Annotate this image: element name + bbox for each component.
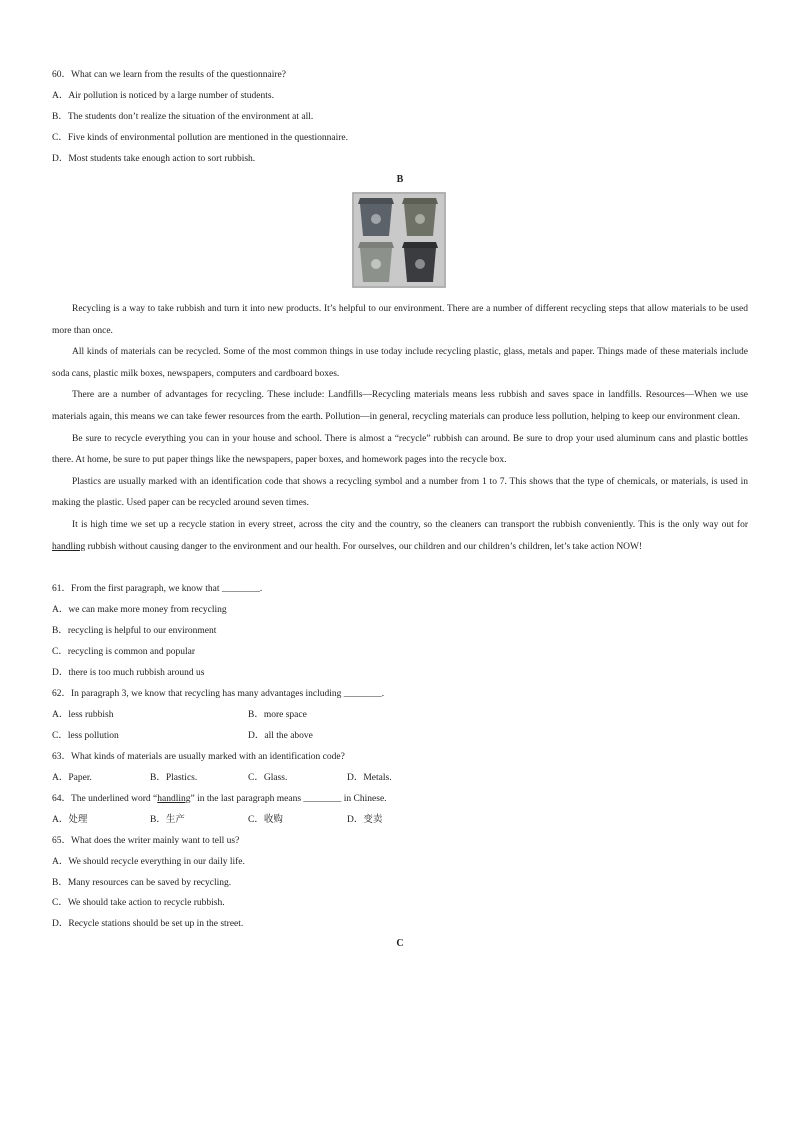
q63-options-row xyxy=(0,772,800,784)
q65-option-a: A．We should recycle everything in our daily life. xyxy=(52,857,245,867)
q65-option-b: B．Many resources can be saved by recycling. xyxy=(52,878,232,888)
passage-b-paragraph-6 xyxy=(52,515,748,558)
q63-option-d: D．Metals. xyxy=(347,773,392,783)
q63-option-b: B．Plastics. xyxy=(150,773,198,783)
q65-option-c: C．We should take action to recycle rubbish. xyxy=(52,898,225,908)
q60-option-b: B．The students don’t realize the situation of the environment at all. xyxy=(52,112,314,122)
q64-underlined-word: handling xyxy=(157,794,191,804)
passage-b xyxy=(52,299,748,558)
q64-option-a: A．处理 xyxy=(52,815,88,825)
recycle-bin-4 xyxy=(402,242,438,282)
q62-option-c: C．less pollution xyxy=(52,731,119,741)
q64-option-b: B．生产 xyxy=(150,815,185,825)
underlined-word-handling: handling xyxy=(52,541,86,552)
passage-b-paragraph-3: There are a number of advantages for recycling. These include: Landfills—Recycling materials means less rubbish and saves space in landfills. Resources—When we use materials again, this means we can take fewer resources from the earth. Pollution—in general, recycling materials can produce less pollution, helping to keep our environment clean. xyxy=(52,390,748,422)
q60-option-d: D．Most students take enough action to sort rubbish. xyxy=(52,154,256,164)
q61-stem: 61．From the first paragraph, we know that ________. xyxy=(52,584,263,594)
q63-option-a: A．Paper. xyxy=(52,773,92,783)
q64-option-d: D．变卖 xyxy=(347,815,383,825)
q64-options-row xyxy=(0,814,800,826)
recycle-bin-2 xyxy=(402,198,438,236)
q62-option-d: D．all the above xyxy=(248,731,313,741)
q65-option-d: D．Recycle stations should be set up in the street. xyxy=(52,919,244,929)
passage-b-paragraph-6-text-2: rubbish without causing danger to the environment and our health. For ourselves, our children and our children’s children, let’s take action NOW! xyxy=(85,541,643,552)
q61-option-c: C．recycling is common and popular xyxy=(52,647,195,657)
q63-option-c: C．Glass. xyxy=(248,773,288,783)
q62-options-row-2 xyxy=(0,730,800,742)
section-b-label: B xyxy=(396,174,404,185)
q60-option-a: A．Air pollution is noticed by a large number of students. xyxy=(52,91,274,101)
q61-option-b: B．recycling is helpful to our environment xyxy=(52,626,217,636)
q65-stem: 65．What does the writer mainly want to tell us? xyxy=(52,836,240,846)
q60-option-c: C．Five kinds of environmental pollution are mentioned in the questionnaire. xyxy=(52,133,349,143)
q62-options-row-1 xyxy=(0,709,800,721)
q61-option-a: A．we can make more money from recycling xyxy=(52,605,227,615)
q62-option-a: A．less rubbish xyxy=(52,710,114,720)
q63-stem: 63．What kinds of materials are usually marked with an identification code? xyxy=(52,752,345,762)
q64-option-c: C．收购 xyxy=(248,815,283,825)
recycle-bin-3 xyxy=(358,242,394,282)
recycle-bins-photo xyxy=(352,192,446,288)
q61-option-d: D．there is too much rubbish around us xyxy=(52,668,205,678)
q64-stem xyxy=(52,793,387,805)
q64-stem-text-1: 64．The underlined word “ xyxy=(52,794,158,804)
q62-stem: 62．In paragraph 3, we know that recycling has many advantages including ________. xyxy=(52,689,385,699)
section-c-label: C xyxy=(396,938,404,949)
q64-stem-text-2: ” in the last paragraph means ________ in Chinese. xyxy=(190,794,387,804)
passage-b-paragraph-6-text-1: It is high time we set up a recycle station in every street, across the city and the country, so the cleaners can transport the rubbish conveniently. This is the only way out for xyxy=(72,519,748,530)
q62-option-b: B．more space xyxy=(248,710,307,720)
recycle-bin-1 xyxy=(358,198,394,236)
passage-b-paragraph-5: Plastics are usually marked with an identification code that shows a recycling symbol and a number from 1 to 7. This shows that the type of chemicals, or materials, is used in making the plastic. Used paper can be recycled around seven times. xyxy=(52,476,748,509)
passage-b-paragraph-4: Be sure to recycle everything you can in your house and school. There is almost a “recycle” rubbish can around. Be sure to drop your used aluminum cans and plastic bottles there. At home, be sure to put paper things like the newspapers, paper boxes, and homework pages into the recycle box. xyxy=(52,433,748,466)
passage-b-paragraph-2: All kinds of materials can be recycled. Some of the most common things in use today include recycling plastic, glass, metals and paper. Things made of these materials include soda cans, plastic milk boxes, newspapers, computers and cardboard boxes. xyxy=(52,347,748,379)
q60-stem: 60．What can we learn from the results of the questionnaire? xyxy=(52,70,286,80)
passage-b-paragraph-1: Recycling is a way to take rubbish and turn it into new products. It’s helpful to our environment. There are a number of different recycling steps that allow materials to be used more than once. xyxy=(52,304,748,336)
